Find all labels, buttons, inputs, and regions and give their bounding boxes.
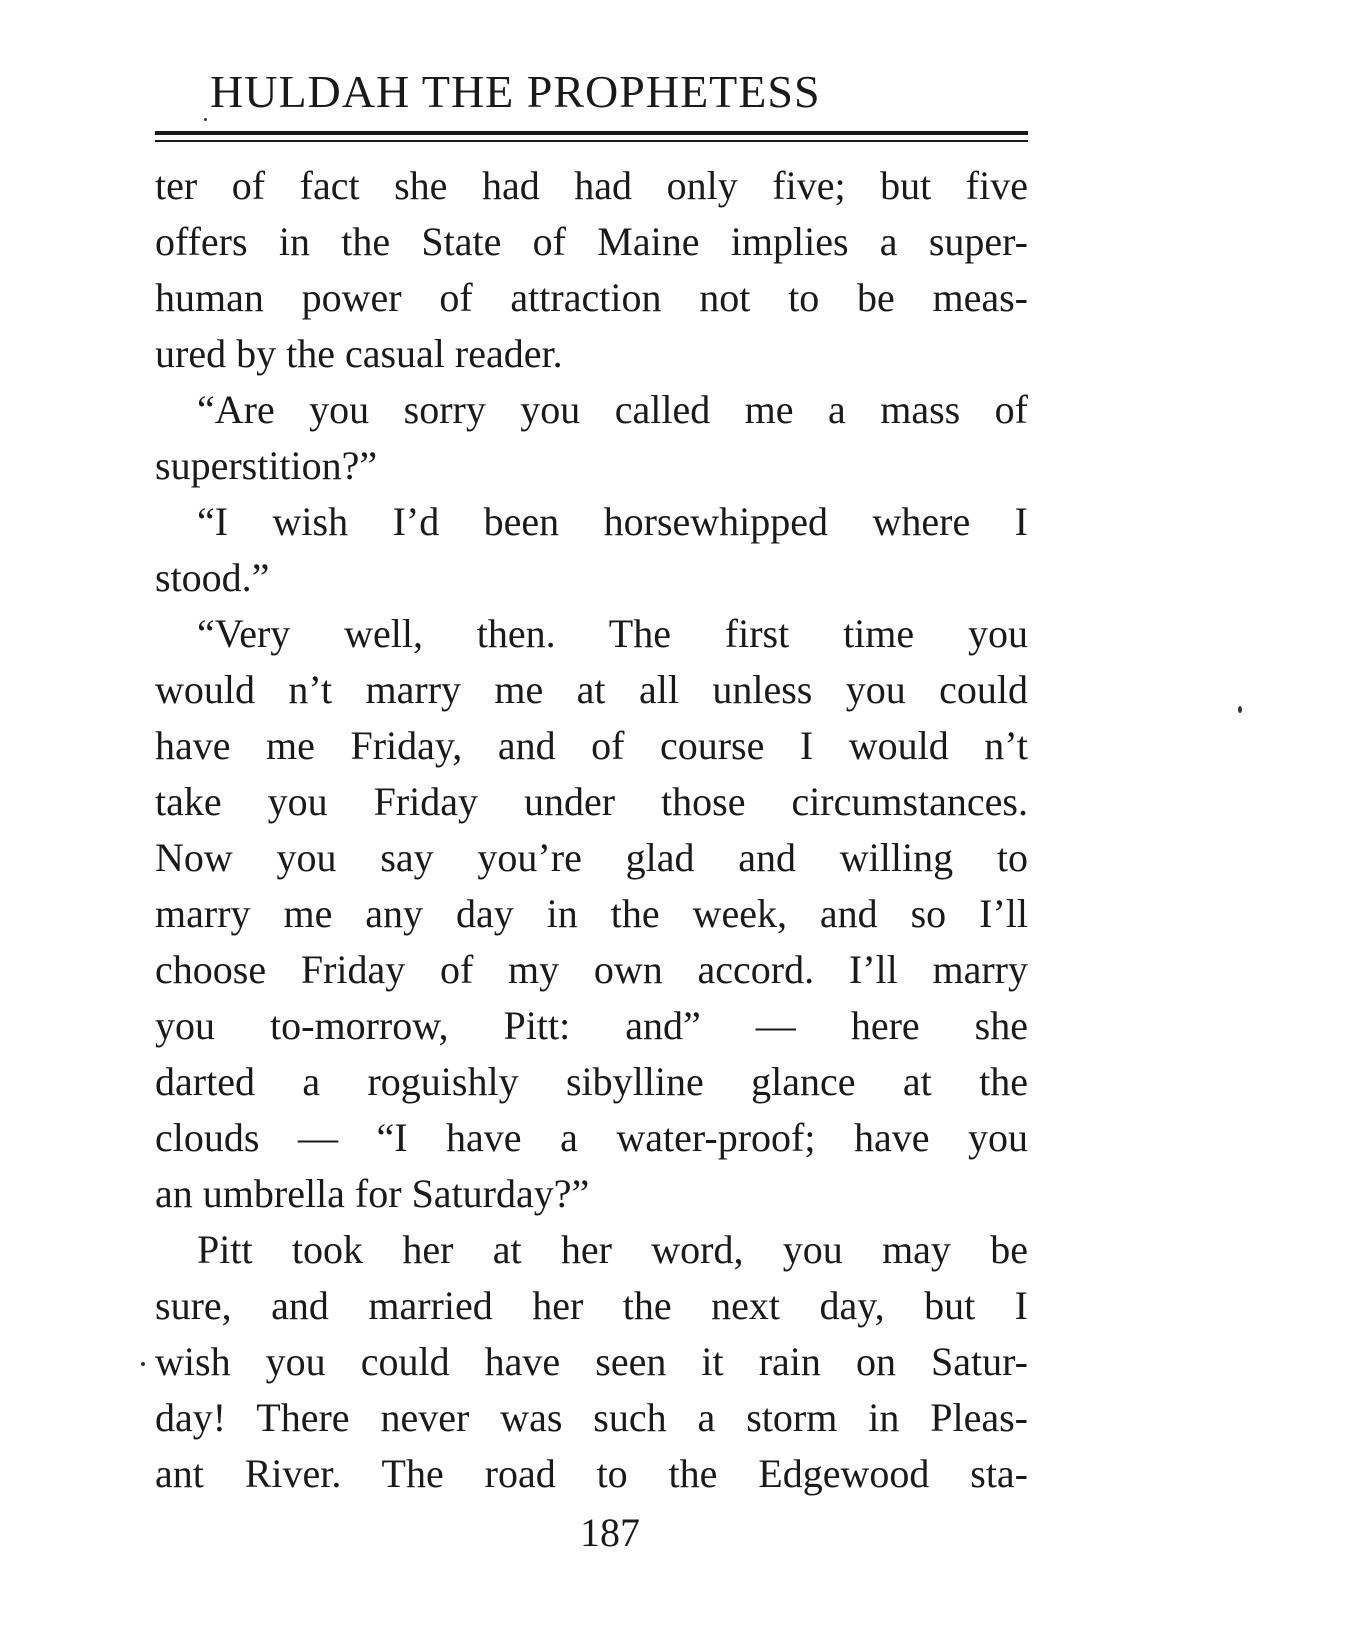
text-line: Now you say you’re glad and willing to [155,835,1028,880]
text-line: darted a roguishly sibylline glance at the [155,1059,1028,1104]
text-line: “Very well, then. The first time you [197,611,1028,656]
text-line: Pitt took her at her word, you may be [197,1227,1028,1272]
text-line: take you Friday under those circumstances. [155,779,1028,824]
text-line: have me Friday, and of course I would n’t [155,723,1028,768]
text-line: would n’t marry me at all unless you could [155,667,1028,712]
text-line: clouds — “I have a water-proof; have you [155,1115,1028,1160]
text-line: ant River. The road to the Edgewood sta- [155,1451,1028,1496]
scan-speck [1238,706,1242,713]
text-line: stood.” [155,555,270,600]
text-line: choose Friday of my own accord. I’ll marry [155,947,1028,992]
text-line: wish you could have seen it rain on Satur- [155,1339,1028,1384]
scan-speck [204,118,207,121]
text-line: ured by the casual reader. [155,331,563,376]
text-line: “I wish I’d been horsewhipped where I [197,499,1028,544]
running-head: HULDAH THE PROPHETESS [210,66,821,117]
text-line: human power of attraction not to be meas- [155,275,1028,320]
text-line: superstition?” [155,443,378,488]
text-line: offers in the State of Maine implies a super- [155,219,1028,264]
header-rule-thin [155,140,1028,142]
body-text [155,158,1028,1502]
text-line: “Are you sorry you called me a mass of [197,387,1028,432]
scan-speck [141,1362,145,1366]
text-line: sure, and married her the next day, but I [155,1283,1028,1328]
text-line: an umbrella for Saturday?” [155,1171,590,1216]
text-line: ter of fact she had had only five; but five [155,163,1028,208]
page-number: 187 [580,1510,640,1555]
text-line: day! There never was such a storm in Pleas- [155,1395,1028,1440]
header-rule-thick [155,131,1028,135]
text-line: marry me any day in the week, and so I’ll [155,891,1028,936]
text-line: you to-morrow, Pitt: and” — here she [155,1003,1028,1048]
